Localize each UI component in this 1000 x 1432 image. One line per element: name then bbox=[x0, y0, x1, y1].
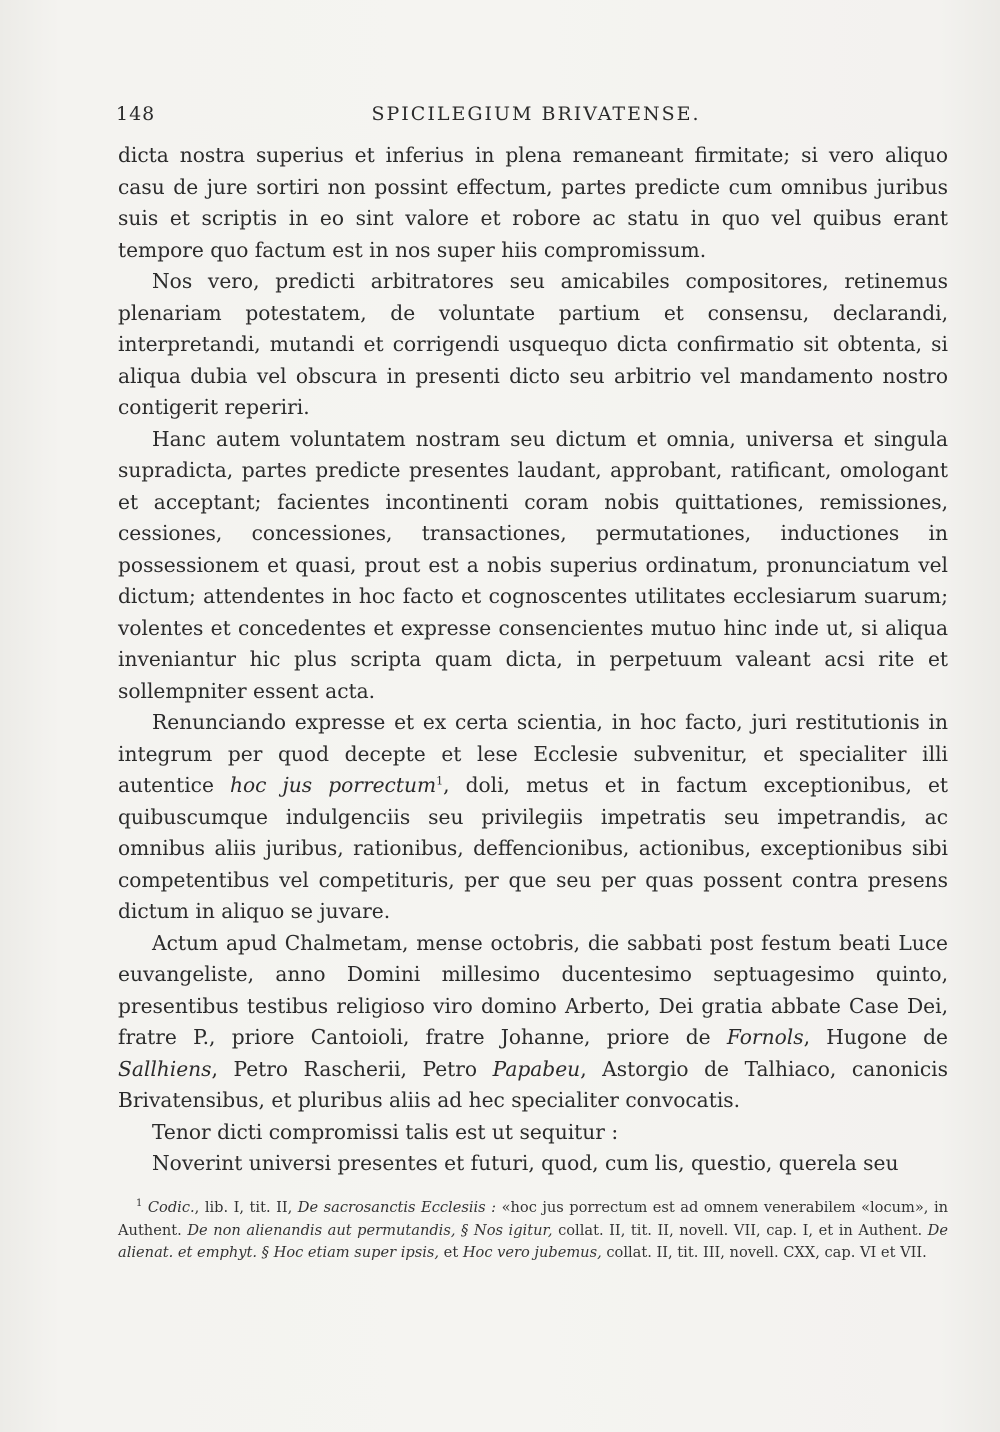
footnote-numeral-3: VII bbox=[733, 1221, 756, 1239]
footnote-text-c: «hoc jus porrectum est ad omnem venerabilem «locum», in Authent. bbox=[118, 1199, 949, 1239]
paragraph-5-text-d: , Astorgio de Talhiaco, canonicis Brivatensibus, et pluribus aliis ad hec specialiter convocatis. bbox=[118, 1056, 948, 1112]
footnote-italic-alienat: De alienat. et emphyt. § Hoc etiam super ipsis, bbox=[118, 1221, 949, 1261]
footnote-numeral-4: I bbox=[802, 1221, 809, 1239]
footnote-text-i4: et bbox=[876, 1244, 901, 1261]
footnote-italic-codic: Codic. bbox=[147, 1199, 195, 1216]
paragraph-1: dicta nostra superius et inferius in plena remaneant firmitate; si vero aliquo casu de jure sortiri non possint effectum, partes predicte cum omnibus juribus suis et scriptis in eo sint valore et robore ac statu in quo vel quibus erant tempore quo factum est in nos super hiis compromissum. bbox=[118, 143, 948, 262]
paragraph-4-text-b: , doli, metus et in factum exceptionibus, et quibuscumque indulgenciis seu privilegiis impetratis seu impetrandis, ac omnibus aliis juribus, rationibus, deffencionibus, actionibus, exceptionibus sibi competentibus vel competituris, per que seu per quas possent contra presens dictum in aliquo se juvare. bbox=[118, 773, 949, 923]
paragraph-5 bbox=[118, 928, 948, 1117]
footnote-text-a: , lib. I, tit. bbox=[194, 1199, 277, 1216]
paragraph-5-text-c: , Petro Rascherii, Petro bbox=[211, 1056, 493, 1081]
paragraph-4-italic: hoc jus porrectum bbox=[230, 773, 437, 797]
footnote-text-a2: , bbox=[287, 1199, 298, 1216]
paragraph-4-text-a: Renunciando expresse et ex certa scientia, in hoc facto, juri restitutionis in integrum per quod decepte et lese Ecclesie subvenitur, et specialiter illi autentice bbox=[118, 710, 948, 797]
footnote-numeral: II bbox=[276, 1199, 288, 1216]
footnote-italic-jubemus: Hoc vero jubemus, bbox=[462, 1244, 602, 1261]
footnote-text-i2: , novell. bbox=[720, 1244, 784, 1261]
footnote-italic-non-alienandis: De non alienandis aut permutandis, § Nos igitur, bbox=[187, 1221, 553, 1239]
page-header bbox=[116, 103, 946, 135]
paragraph-5-italic-sallhiens: Sallhiens bbox=[118, 1056, 212, 1081]
paragraph-2: Nos vero, predicti arbitratores seu amicabiles compositores, retinemus plenariam potestatem, de voluntate partium et consensu, declarandi, interpretandi, mutandi et corrigendi usquequo dicta confirmatio sit obtenta, si aliqua dubia vel obscura in presenti dicto seu arbitrio vel mandamento nostro contigerit reperiri. bbox=[118, 269, 948, 419]
footnote-numeral-6: CXX bbox=[783, 1244, 816, 1261]
footnote-text-e4: , et in Authent. bbox=[808, 1221, 928, 1239]
paragraph-5-text-a: Actum apud Chalmetam, mense octobris, die sabbati post festum beati Luce euvangeliste, anno Domini millesimo ducentesimo septuagesimo quinto, presentibus testibus religioso viro domino Arberto, Dei gratia abbate Case Dei, fratre P., priore Cantoioli, fratre Johanne, priore de bbox=[118, 930, 948, 1049]
footnotes bbox=[118, 1197, 948, 1265]
paragraph-3: Hanc autem voluntatem nostram seu dictum et omnia, universa et singula supradicta, partes predicte presentes laudant, approbant, ratificant, omologant et acceptant; facientes incontinenti coram nobis quittationes, remissiones, cessiones, concessiones, transactiones, permutationes, inductiones in possessionem et quasi, prout est a nobis superius ordinatum, pronunciatum vel dictum; attendentes in hoc facto et cognoscentes utilitates ecclesiarum suarum; volentes et concedentes et expresse consencientes mutuo hinc inde ut, si aliqua inveniantur hic plus scripta quam dicta, in perpetuum valeant acsi rite et sollempniter essent acta. bbox=[118, 426, 948, 703]
footnote-numeral-5: III bbox=[702, 1244, 721, 1261]
footnote-text-e: collat. II, tit. bbox=[552, 1221, 658, 1239]
paragraph-5-italic-papabeu: Papabeu bbox=[492, 1056, 581, 1081]
footnote-text-g: et bbox=[439, 1244, 463, 1261]
footnote-text-i3: , cap. bbox=[815, 1244, 860, 1261]
paragraph-5-italic-fornols: Fornols bbox=[726, 1025, 804, 1049]
body-text bbox=[118, 140, 948, 1180]
footnote-text-e2: , novell. bbox=[669, 1221, 734, 1239]
footnote-numeral-8: VII bbox=[900, 1244, 923, 1261]
footnote-text-e3: , cap. bbox=[755, 1221, 803, 1239]
footnote-ref: 1 bbox=[436, 774, 444, 788]
running-title: SPICILEGIUM BRIVATENSE. bbox=[371, 103, 701, 125]
paragraph-6: Tenor dicti compromissi talis est ut sequitur : bbox=[152, 1119, 619, 1144]
footnote-italic-title: De sacrosanctis Ecclesiis : bbox=[297, 1199, 497, 1216]
footnote-text-i: collat. II, tit. bbox=[601, 1244, 703, 1261]
page-number: 148 bbox=[116, 103, 156, 125]
footnote-1 bbox=[118, 1197, 948, 1265]
paragraph-4 bbox=[118, 707, 948, 928]
footnote-marker: 1 bbox=[136, 1198, 143, 1210]
paragraph-5-text-b: , Hugone de bbox=[803, 1025, 948, 1049]
paragraph-7: Noverint universi presentes et futuri, quod, cum lis, questio, querela seu bbox=[152, 1151, 899, 1175]
footnote-numeral-2: II bbox=[657, 1221, 670, 1239]
footnote-text-i5: . bbox=[922, 1244, 927, 1261]
footnote-numeral-7: VI bbox=[859, 1244, 877, 1261]
